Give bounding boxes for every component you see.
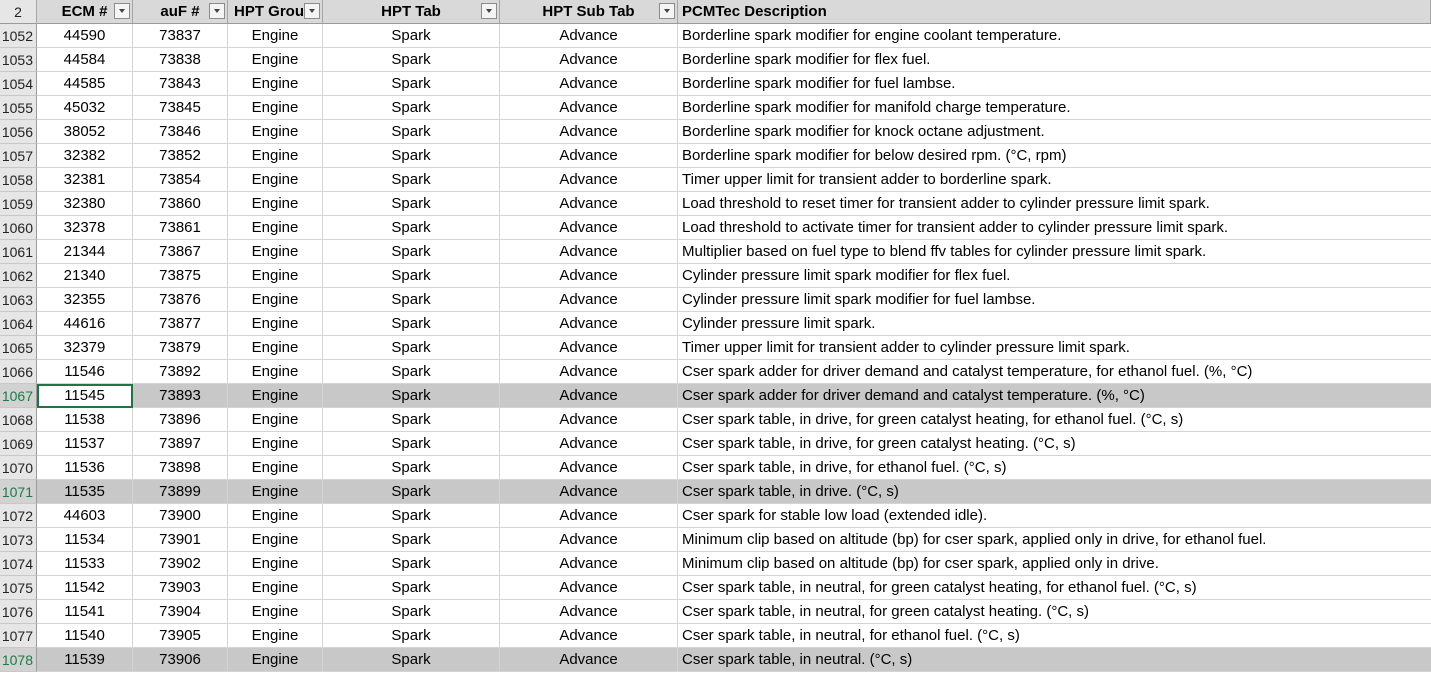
cell-hpt-tab[interactable]: Spark xyxy=(323,120,500,144)
cell-hpt-group[interactable]: Engine xyxy=(228,192,323,216)
cell-ecm[interactable]: 11540 xyxy=(37,624,133,648)
cell-ecm[interactable]: 44616 xyxy=(37,312,133,336)
cell-auf[interactable]: 73846 xyxy=(133,120,228,144)
column-header-label: PCMTec Description xyxy=(682,3,827,20)
row-number[interactable]: 1072 xyxy=(0,504,37,528)
cell-description[interactable]: Cser spark adder for driver demand and catalyst temperature. (%, °C) xyxy=(678,384,1431,408)
column-header-label: ECM # xyxy=(61,3,108,20)
cell-hpt-tab[interactable]: Spark xyxy=(323,24,500,48)
column-header-hpt-sub-tab[interactable] xyxy=(500,0,678,24)
cell-hpt-sub-tab[interactable]: Advance xyxy=(500,408,678,432)
cell-auf[interactable]: 73861 xyxy=(133,216,228,240)
cell-hpt-sub-tab[interactable]: Advance xyxy=(500,360,678,384)
table-row xyxy=(0,264,1431,288)
cell-description[interactable]: Minimum clip based on altitude (bp) for cser spark, applied only in drive, for ethanol fuel. xyxy=(678,528,1431,552)
cell-hpt-group[interactable]: Engine xyxy=(228,624,323,648)
row-number[interactable]: 1059 xyxy=(0,192,37,216)
cell-auf[interactable]: 73879 xyxy=(133,336,228,360)
cell-hpt-sub-tab[interactable]: Advance xyxy=(500,504,678,528)
column-header-ecm[interactable] xyxy=(37,0,133,24)
cell-description[interactable]: Cylinder pressure limit spark modifier for fuel lambse. xyxy=(678,288,1431,312)
cell-description[interactable]: Minimum clip based on altitude (bp) for cser spark, applied only in drive. xyxy=(678,552,1431,576)
cell-description[interactable]: Cser spark table, in drive. (°C, s) xyxy=(678,480,1431,504)
cell-hpt-group[interactable]: Engine xyxy=(228,264,323,288)
row-number[interactable]: 1053 xyxy=(0,48,37,72)
cell-ecm[interactable]: 11537 xyxy=(37,432,133,456)
cell-hpt-group[interactable]: Engine xyxy=(228,504,323,528)
cell-hpt-tab[interactable]: Spark xyxy=(323,240,500,264)
cell-ecm[interactable]: 44590 xyxy=(37,24,133,48)
row-number[interactable]: 1070 xyxy=(0,456,37,480)
cell-hpt-sub-tab[interactable]: Advance xyxy=(500,528,678,552)
table-row xyxy=(0,312,1431,336)
cell-hpt-group[interactable]: Engine xyxy=(228,240,323,264)
cell-hpt-group[interactable]: Engine xyxy=(228,648,323,672)
selected-cell-ecm[interactable]: 11545 xyxy=(37,384,133,408)
cell-description[interactable]: Multiplier based on fuel type to blend ffv tables for cylinder pressure limit spark. xyxy=(678,240,1431,264)
cell-description[interactable]: Cser spark table, in drive, for green catalyst heating, for ethanol fuel. (°C, s) xyxy=(678,408,1431,432)
cell-hpt-sub-tab[interactable]: Advance xyxy=(500,384,678,408)
cell-description[interactable]: Cser spark table, in neutral, for green catalyst heating, for ethanol fuel. (°C, s) xyxy=(678,576,1431,600)
cell-ecm[interactable]: 21344 xyxy=(37,240,133,264)
table-row xyxy=(0,528,1431,552)
cell-hpt-sub-tab[interactable]: Advance xyxy=(500,480,678,504)
cell-description[interactable]: Load threshold to reset timer for transient adder to cylinder pressure limit spark. xyxy=(678,192,1431,216)
cell-description[interactable]: Timer upper limit for transient adder to cylinder pressure limit spark. xyxy=(678,336,1431,360)
cell-hpt-group[interactable]: Engine xyxy=(228,552,323,576)
cell-auf[interactable]: 73867 xyxy=(133,240,228,264)
cell-hpt-tab[interactable]: Spark xyxy=(323,168,500,192)
cell-description[interactable]: Cser spark for stable low load (extended idle). xyxy=(678,504,1431,528)
cell-auf[interactable]: 73896 xyxy=(133,408,228,432)
cell-hpt-tab[interactable]: Spark xyxy=(323,648,500,672)
cell-hpt-tab[interactable]: Spark xyxy=(323,192,500,216)
cell-description[interactable]: Borderline spark modifier for fuel lambse. xyxy=(678,72,1431,96)
table-row xyxy=(0,504,1431,528)
table-row xyxy=(0,360,1431,384)
cell-auf[interactable]: 73905 xyxy=(133,624,228,648)
cell-hpt-sub-tab[interactable]: Advance xyxy=(500,288,678,312)
cell-hpt-tab[interactable]: Spark xyxy=(323,528,500,552)
cell-hpt-tab[interactable]: Spark xyxy=(323,480,500,504)
cell-description[interactable]: Borderline spark modifier for manifold charge temperature. xyxy=(678,96,1431,120)
cell-hpt-tab[interactable]: Spark xyxy=(323,288,500,312)
cell-hpt-group[interactable]: Engine xyxy=(228,480,323,504)
cell-description[interactable]: Borderline spark modifier for knock octane adjustment. xyxy=(678,120,1431,144)
cell-hpt-sub-tab[interactable]: Advance xyxy=(500,144,678,168)
cell-auf[interactable]: 73876 xyxy=(133,288,228,312)
column-header-label: HPT Tab xyxy=(381,3,441,20)
cell-ecm[interactable]: 32380 xyxy=(37,192,133,216)
cell-auf[interactable]: 73906 xyxy=(133,648,228,672)
cell-ecm[interactable]: 44585 xyxy=(37,72,133,96)
cell-ecm[interactable]: 21340 xyxy=(37,264,133,288)
cell-auf[interactable]: 73838 xyxy=(133,48,228,72)
cell-hpt-sub-tab[interactable]: Advance xyxy=(500,120,678,144)
cell-ecm[interactable]: 32381 xyxy=(37,168,133,192)
cell-auf[interactable]: 73877 xyxy=(133,312,228,336)
row-number[interactable]: 1064 xyxy=(0,312,37,336)
row-number[interactable]: 1055 xyxy=(0,96,37,120)
row-number[interactable]: 1074 xyxy=(0,552,37,576)
row-number-header[interactable]: 2 xyxy=(0,0,37,24)
table-row xyxy=(0,624,1431,648)
cell-ecm[interactable]: 32382 xyxy=(37,144,133,168)
cell-auf[interactable]: 73852 xyxy=(133,144,228,168)
cell-hpt-tab[interactable]: Spark xyxy=(323,264,500,288)
row-number[interactable]: 1066 xyxy=(0,360,37,384)
column-header-label: HPT Grou xyxy=(234,3,304,20)
row-number[interactable]: 1063 xyxy=(0,288,37,312)
cell-hpt-sub-tab[interactable]: Advance xyxy=(500,96,678,120)
cell-ecm[interactable]: 32355 xyxy=(37,288,133,312)
table-row xyxy=(0,552,1431,576)
cell-hpt-sub-tab[interactable]: Advance xyxy=(500,192,678,216)
cell-hpt-tab[interactable]: Spark xyxy=(323,96,500,120)
row-number[interactable]: 1065 xyxy=(0,336,37,360)
cell-hpt-tab[interactable]: Spark xyxy=(323,336,500,360)
cell-hpt-group[interactable]: Engine xyxy=(228,96,323,120)
cell-hpt-group[interactable]: Engine xyxy=(228,288,323,312)
cell-hpt-tab[interactable]: Spark xyxy=(323,576,500,600)
table-row xyxy=(0,432,1431,456)
cell-description[interactable]: Borderline spark modifier for below desired rpm. (°C, rpm) xyxy=(678,144,1431,168)
table-row xyxy=(0,144,1431,168)
row-number[interactable]: 1071 xyxy=(0,480,37,504)
cell-auf[interactable]: 73900 xyxy=(133,504,228,528)
cell-hpt-sub-tab[interactable]: Advance xyxy=(500,648,678,672)
cell-description[interactable]: Timer upper limit for transient adder to borderline spark. xyxy=(678,168,1431,192)
cell-description[interactable]: Cser spark table, in neutral. (°C, s) xyxy=(678,648,1431,672)
cell-description[interactable]: Cser spark table, in neutral, for green catalyst heating. (°C, s) xyxy=(678,600,1431,624)
row-number[interactable]: 1061 xyxy=(0,240,37,264)
cell-hpt-sub-tab[interactable]: Advance xyxy=(500,264,678,288)
cell-hpt-sub-tab[interactable]: Advance xyxy=(500,312,678,336)
row-number[interactable]: 1069 xyxy=(0,432,37,456)
cell-hpt-sub-tab[interactable]: Advance xyxy=(500,72,678,96)
cell-hpt-group[interactable]: Engine xyxy=(228,312,323,336)
table-row xyxy=(0,168,1431,192)
cell-hpt-sub-tab[interactable]: Advance xyxy=(500,600,678,624)
table-row xyxy=(0,576,1431,600)
filter-dropdown-icon[interactable] xyxy=(659,3,675,19)
row-number[interactable]: 1067 xyxy=(0,384,37,408)
row-number[interactable]: 1076 xyxy=(0,600,37,624)
table-row xyxy=(0,336,1431,360)
cell-hpt-tab[interactable]: Spark xyxy=(323,48,500,72)
cell-ecm[interactable]: 32379 xyxy=(37,336,133,360)
cell-auf[interactable]: 73854 xyxy=(133,168,228,192)
cell-description[interactable]: Cylinder pressure limit spark modifier for flex fuel. xyxy=(678,264,1431,288)
column-header-label: auF # xyxy=(160,3,200,20)
cell-description[interactable]: Cser spark table, in drive, for ethanol fuel. (°C, s) xyxy=(678,456,1431,480)
row-number[interactable]: 1057 xyxy=(0,144,37,168)
table-row xyxy=(0,384,1431,408)
cell-ecm[interactable]: 11534 xyxy=(37,528,133,552)
row-number[interactable]: 1062 xyxy=(0,264,37,288)
filter-dropdown-icon[interactable] xyxy=(114,3,130,19)
cell-hpt-tab[interactable]: Spark xyxy=(323,216,500,240)
cell-hpt-sub-tab[interactable]: Advance xyxy=(500,48,678,72)
cell-description[interactable]: Load threshold to activate timer for transient adder to cylinder pressure limit spark. xyxy=(678,216,1431,240)
cell-hpt-tab[interactable]: Spark xyxy=(323,312,500,336)
cell-ecm[interactable]: 11541 xyxy=(37,600,133,624)
table-row xyxy=(0,480,1431,504)
cell-auf[interactable]: 73875 xyxy=(133,264,228,288)
cell-hpt-sub-tab[interactable]: Advance xyxy=(500,240,678,264)
cell-hpt-tab[interactable]: Spark xyxy=(323,600,500,624)
cell-ecm[interactable]: 11533 xyxy=(37,552,133,576)
cell-auf[interactable]: 73904 xyxy=(133,600,228,624)
table-row xyxy=(0,24,1431,48)
cell-hpt-tab[interactable]: Spark xyxy=(323,456,500,480)
cell-hpt-sub-tab[interactable]: Advance xyxy=(500,24,678,48)
column-header-label: HPT Sub Tab xyxy=(542,3,635,20)
cell-hpt-group[interactable]: Engine xyxy=(228,528,323,552)
cell-hpt-group[interactable]: Engine xyxy=(228,24,323,48)
cell-description[interactable]: Cser spark adder for driver demand and catalyst temperature, for ethanol fuel. (%, °C) xyxy=(678,360,1431,384)
table-row xyxy=(0,648,1431,672)
header-row xyxy=(0,0,1431,24)
cell-ecm[interactable]: 11538 xyxy=(37,408,133,432)
column-header-auf[interactable] xyxy=(133,0,228,24)
row-number[interactable]: 1078 xyxy=(0,648,37,672)
cell-hpt-tab[interactable]: Spark xyxy=(323,360,500,384)
cell-hpt-group[interactable]: Engine xyxy=(228,144,323,168)
row-number[interactable]: 1058 xyxy=(0,168,37,192)
cell-hpt-tab[interactable]: Spark xyxy=(323,408,500,432)
cell-auf[interactable]: 73845 xyxy=(133,96,228,120)
cell-auf[interactable]: 73897 xyxy=(133,432,228,456)
table-row xyxy=(0,216,1431,240)
column-header-hpt-tab[interactable] xyxy=(323,0,500,24)
row-number[interactable]: 1056 xyxy=(0,120,37,144)
cell-hpt-group[interactable]: Engine xyxy=(228,168,323,192)
filter-dropdown-icon[interactable] xyxy=(304,3,320,19)
cell-ecm[interactable]: 11542 xyxy=(37,576,133,600)
cell-auf[interactable]: 73898 xyxy=(133,456,228,480)
filter-dropdown-icon[interactable] xyxy=(481,3,497,19)
row-number[interactable]: 1075 xyxy=(0,576,37,600)
cell-hpt-group[interactable]: Engine xyxy=(228,600,323,624)
cell-hpt-group[interactable]: Engine xyxy=(228,408,323,432)
row-number[interactable]: 1060 xyxy=(0,216,37,240)
table-row xyxy=(0,456,1431,480)
cell-auf[interactable]: 73903 xyxy=(133,576,228,600)
column-header-hpt-group[interactable] xyxy=(228,0,323,24)
cell-hpt-tab[interactable]: Spark xyxy=(323,144,500,168)
cell-description[interactable]: Cylinder pressure limit spark. xyxy=(678,312,1431,336)
row-number[interactable]: 1054 xyxy=(0,72,37,96)
cell-ecm[interactable]: 44584 xyxy=(37,48,133,72)
cell-hpt-group[interactable]: Engine xyxy=(228,432,323,456)
cell-hpt-group[interactable]: Engine xyxy=(228,336,323,360)
cell-hpt-sub-tab[interactable]: Advance xyxy=(500,216,678,240)
table-row xyxy=(0,408,1431,432)
cell-hpt-sub-tab[interactable]: Advance xyxy=(500,456,678,480)
cell-hpt-group[interactable]: Engine xyxy=(228,48,323,72)
cell-ecm[interactable]: 44603 xyxy=(37,504,133,528)
cell-auf[interactable]: 73892 xyxy=(133,360,228,384)
row-number[interactable]: 1073 xyxy=(0,528,37,552)
table-row xyxy=(0,600,1431,624)
cell-hpt-group[interactable]: Engine xyxy=(228,120,323,144)
table-row xyxy=(0,48,1431,72)
cell-auf[interactable]: 73837 xyxy=(133,24,228,48)
row-number[interactable]: 1052 xyxy=(0,24,37,48)
cell-description[interactable]: Borderline spark modifier for flex fuel. xyxy=(678,48,1431,72)
cell-ecm[interactable]: 45032 xyxy=(37,96,133,120)
cell-auf[interactable]: 73843 xyxy=(133,72,228,96)
row-number[interactable]: 1077 xyxy=(0,624,37,648)
cell-description[interactable]: Borderline spark modifier for engine coolant temperature. xyxy=(678,24,1431,48)
cell-hpt-group[interactable]: Engine xyxy=(228,216,323,240)
cell-ecm[interactable]: 38052 xyxy=(37,120,133,144)
cell-hpt-group[interactable]: Engine xyxy=(228,456,323,480)
cell-hpt-group[interactable]: Engine xyxy=(228,384,323,408)
table-row xyxy=(0,72,1431,96)
filter-dropdown-icon[interactable] xyxy=(209,3,225,19)
cell-ecm[interactable]: 11546 xyxy=(37,360,133,384)
cell-auf[interactable]: 73860 xyxy=(133,192,228,216)
cell-hpt-tab[interactable]: Spark xyxy=(323,384,500,408)
cell-hpt-sub-tab[interactable]: Advance xyxy=(500,168,678,192)
row-number[interactable]: 1068 xyxy=(0,408,37,432)
cell-hpt-group[interactable]: Engine xyxy=(228,360,323,384)
cell-hpt-group[interactable]: Engine xyxy=(228,72,323,96)
cell-hpt-sub-tab[interactable]: Advance xyxy=(500,552,678,576)
cell-hpt-sub-tab[interactable]: Advance xyxy=(500,336,678,360)
cell-auf[interactable]: 73899 xyxy=(133,480,228,504)
cell-auf[interactable]: 73901 xyxy=(133,528,228,552)
cell-hpt-sub-tab[interactable]: Advance xyxy=(500,576,678,600)
cell-hpt-sub-tab[interactable]: Advance xyxy=(500,624,678,648)
cell-ecm[interactable]: 11536 xyxy=(37,456,133,480)
cell-auf[interactable]: 73893 xyxy=(133,384,228,408)
table-row xyxy=(0,288,1431,312)
cell-ecm[interactable]: 11539 xyxy=(37,648,133,672)
table-row xyxy=(0,192,1431,216)
cell-hpt-tab[interactable]: Spark xyxy=(323,504,500,528)
cell-hpt-tab[interactable]: Spark xyxy=(323,72,500,96)
cell-description[interactable]: Cser spark table, in drive, for green catalyst heating. (°C, s) xyxy=(678,432,1431,456)
cell-hpt-tab[interactable]: Spark xyxy=(323,552,500,576)
cell-ecm[interactable]: 32378 xyxy=(37,216,133,240)
cell-hpt-tab[interactable]: Spark xyxy=(323,432,500,456)
cell-hpt-sub-tab[interactable]: Advance xyxy=(500,432,678,456)
cell-auf[interactable]: 73902 xyxy=(133,552,228,576)
cell-ecm[interactable]: 11535 xyxy=(37,480,133,504)
cell-hpt-group[interactable]: Engine xyxy=(228,576,323,600)
cell-hpt-tab[interactable]: Spark xyxy=(323,624,500,648)
column-header-description[interactable] xyxy=(678,0,1431,24)
table-row xyxy=(0,96,1431,120)
cell-description[interactable]: Cser spark table, in neutral, for ethanol fuel. (°C, s) xyxy=(678,624,1431,648)
table-row xyxy=(0,120,1431,144)
table-row xyxy=(0,240,1431,264)
